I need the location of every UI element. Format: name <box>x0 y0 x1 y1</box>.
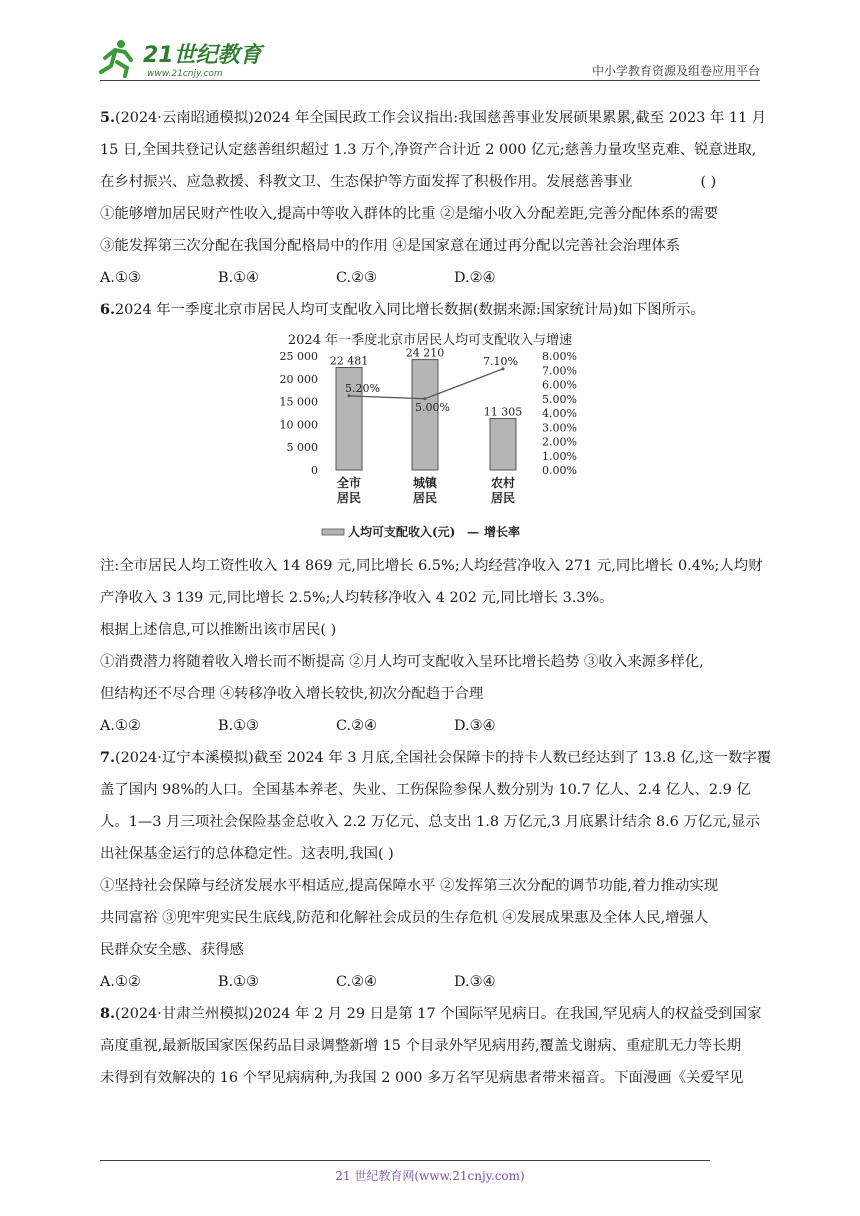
q7-number: 7. <box>100 749 116 766</box>
page-header <box>0 0 860 90</box>
legend-line-label: 增长率 <box>484 525 521 539</box>
question-5 <box>100 102 767 294</box>
category-label: 居民 <box>412 491 438 505</box>
platform-name: 中小学教育资源及组卷应用平台 <box>591 64 760 78</box>
left-tick-label: 20 000 <box>279 372 318 386</box>
left-tick-label: 15 000 <box>279 395 318 409</box>
q5-number: 5. <box>100 109 116 126</box>
bar <box>412 360 438 470</box>
q8-line-2: 高度重视,最新版国家医保药品目录调整新增 15 个目录外罕见病用药,覆盖戈谢病、重症肌无力等长期 <box>100 1038 742 1054</box>
option-a[interactable]: A.①③ <box>100 270 141 286</box>
logo-url: www.21cnjy.com <box>147 69 223 79</box>
category-label: 农村 <box>490 476 516 490</box>
legend-line-swatch: — <box>467 525 479 539</box>
q5-text: 在乡村振兴、应急救援、科教文卫、生态保护等方面发挥了积极作用。发展慈善事业 <box>100 174 633 190</box>
legend-bar-label: 人均可支配收入(元) <box>348 525 456 539</box>
left-tick-label: 10 000 <box>279 418 318 432</box>
right-tick-label: 4.00% <box>542 407 577 420</box>
q6-note-line-2: 产净收入 3 139 元,同比增长 2.5%;人均转移净收入 4 202 元,同比增长 3.3%。 <box>100 590 614 606</box>
q5-text: (2024·云南昭通模拟)2024 年全国民政工作会议指出:我国慈善事业发展硕果累累,截至 2023 年 11 月 <box>115 110 767 126</box>
income-chart <box>100 330 760 542</box>
growth-value-label: 7.10% <box>483 354 518 368</box>
q8-text: (2024·甘肃兰州模拟)2024 年 2 月 29 日是第 17 个国际罕见病日。在我国,罕见病人的权益受到国家 <box>115 1006 762 1022</box>
q8-line-1 <box>100 998 760 1030</box>
q7-item-line-2: 共同富裕 ③兜牢兜实民生底线,防范和化解社会成员的生存危机 ④发展成果惠及全体人民,增强人 <box>100 910 709 926</box>
bar <box>490 418 516 470</box>
q6-options <box>100 710 760 742</box>
bar-value-label: 11 305 <box>483 405 523 419</box>
logo-text: 21世纪教育 <box>143 43 262 68</box>
q7-line-2: 盖了国内 98%的人口。全国基本养老、失业、工伤保险参保人数分别为 10.7 亿人、2.4 亿人、2.9 亿 <box>100 782 751 798</box>
option-d[interactable]: D.②④ <box>454 270 496 286</box>
option-c[interactable]: C.②④ <box>336 974 377 990</box>
option-d[interactable]: D.③④ <box>454 974 496 990</box>
q7-item-line-1: ①坚持社会保障与经济发展水平相适应,提高保障水平 ②发挥第三次分配的调节功能,着力推动实现 <box>100 878 719 894</box>
q5-item-line-2: ③能发挥第三次分配在我国分配格局中的作用 ④是国家意在通过再分配以完善社会治理体系 <box>100 238 681 254</box>
q6-stem <box>100 294 760 326</box>
q5-line-2: 15 日,全国共登记认定慈善组织超过 1.3 万个,净资产合计近 2 000 亿元;慈善力量攻坚克难、锐意进取, <box>100 142 757 158</box>
q7-options <box>100 966 760 998</box>
q8-line-3: 未得到有效解决的 16 个罕见病病种,为我国 2 000 多万名罕见病患者带来福音。下面漫画《关爱罕见 <box>100 1070 744 1086</box>
q7-line-4: 出社保基金运行的总体稳定性。这表明,我国( ) <box>100 846 394 862</box>
q5-line-3 <box>100 166 760 198</box>
category-label: 全市 <box>336 476 362 490</box>
q6-text: 2024 年一季度北京市居民人均可支配收入同比增长数据(数据来源:国家统计局)如下图所示。 <box>115 302 705 318</box>
question-6 <box>100 294 763 742</box>
q7-line-3: 人。1—3 月三项社会保险基金总收入 2.2 万亿元、总支出 1.8 万亿元,3 月底累计结余 8.6 万亿元,显示 <box>100 814 760 830</box>
option-d[interactable]: D.③④ <box>454 718 496 734</box>
chart-svg <box>100 330 760 542</box>
category-label: 居民 <box>336 491 362 505</box>
option-a[interactable]: A.①② <box>100 974 141 990</box>
q6-ask: 根据上述信息,可以推断出该市居民( ) <box>100 622 337 638</box>
footer-link[interactable]: 21 世纪教育网(www.21cnjy.com) <box>335 1169 525 1183</box>
header-divider <box>100 80 760 81</box>
q6-note-line-1: 注:全市居民人均工资性收入 14 869 元,同比增长 6.5%;人均经营净收入 271 元,同比增长 0.4%;人均财 <box>100 558 763 574</box>
question-content <box>100 102 772 1094</box>
q6-item-line-2: 但结构还不尽合理 ④转移净收入增长较快,初次分配趋于合理 <box>100 686 484 702</box>
right-tick-label: 1.00% <box>542 449 577 463</box>
q6-item-line-1: ①消费潜力将随着收入增长而不断提高 ②月人均可支配收入呈环比增长趋势 ③收入来源多样化, <box>100 654 704 670</box>
bar-value-label: 24 210 <box>405 346 445 360</box>
right-tick-label: 5.00% <box>542 392 577 406</box>
site-logo <box>95 36 270 80</box>
right-tick-label: 2.00% <box>542 435 577 449</box>
category-label: 居民 <box>490 491 516 505</box>
left-tick-label: 25 000 <box>279 350 318 363</box>
q5-line-1 <box>100 102 767 134</box>
question-7 <box>100 742 772 998</box>
right-tick-label: 6.00% <box>542 378 577 392</box>
option-b[interactable]: B.①④ <box>218 270 259 286</box>
right-tick-label: 7.00% <box>542 364 577 378</box>
growth-value-label: 5.00% <box>415 400 450 414</box>
q8-number: 8. <box>100 1005 116 1022</box>
q7-item-line-3: 民群众安全感、获得感 <box>100 942 244 958</box>
legend-bar-swatch <box>322 529 344 535</box>
right-tick-label: 0.00% <box>542 464 577 477</box>
question-8 <box>100 998 760 1094</box>
q5-item-line-1: ①能够增加居民财产性收入,提高中等收入群体的比重 ②是缩小收入分配差距,完善分配体系的需要 <box>100 206 719 222</box>
option-a[interactable]: A.①② <box>100 718 141 734</box>
answer-paren: ( ) <box>700 174 717 190</box>
right-tick-label: 8.00% <box>542 350 577 363</box>
q6-number: 6. <box>100 301 116 318</box>
bar-value-label: 22 481 <box>329 354 369 368</box>
category-label: 城镇 <box>412 476 438 490</box>
left-tick-label: 0 <box>311 464 318 477</box>
chart-title: 2024 年一季度北京市居民人均可支配收入与增速 <box>287 333 573 348</box>
right-tick-label: 3.00% <box>542 421 577 435</box>
footer-divider <box>100 1160 710 1161</box>
option-c[interactable]: C.②③ <box>336 270 377 286</box>
left-tick-label: 5 000 <box>286 441 318 455</box>
runner-icon <box>101 40 131 76</box>
q5-options <box>100 262 760 294</box>
q7-text: (2024·辽宁本溪模拟)截至 2024 年 3 月底,全国社会保障卡的持卡人数已经达到了 13.8 亿,这一数字覆 <box>115 750 772 766</box>
growth-value-label: 5.20% <box>345 381 380 395</box>
option-b[interactable]: B.①③ <box>218 974 259 990</box>
option-c[interactable]: C.②④ <box>336 718 377 734</box>
option-b[interactable]: B.①③ <box>218 718 259 734</box>
q7-line-1 <box>100 742 772 774</box>
